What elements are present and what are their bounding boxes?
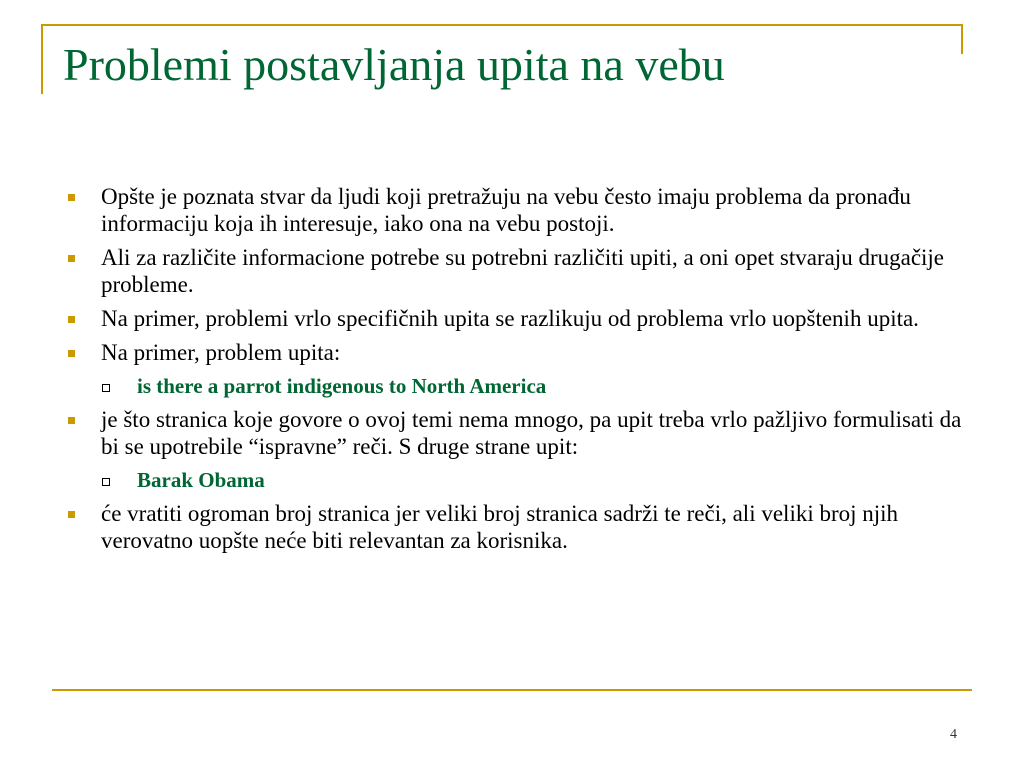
square-bullet-icon — [68, 194, 75, 201]
sub-bullet-item — [64, 467, 964, 494]
query-example-text: is there a parrot indigenous to North America — [137, 374, 547, 398]
bullet-text: Opšte je poznata stvar da ljudi koji pretražuju na vebu često imaju problema da pronađu informaciju koja ih interesuje, iako ona na vebu postoji. — [101, 184, 911, 236]
bullet-text: će vratiti ogroman broj stranica jer veliki broj stranica sadrži te reči, ali veliki broj njih verovatno uopšte neće biti relevantan za korisnika. — [101, 501, 899, 553]
bullet-text: Na primer, problemi vrlo specifičnih upita se razlikuju od problema vrlo uopštenih upita. — [101, 306, 919, 331]
bullet-item — [64, 305, 964, 332]
bullet-item — [64, 183, 964, 237]
square-bullet-icon — [68, 417, 75, 424]
bullet-text: Na primer, problem upita: — [101, 340, 341, 365]
hollow-square-bullet-icon — [102, 478, 110, 486]
bullet-text: Ali za različite informacione potrebe su potrebni različiti upiti, a oni opet stvaraju drugačije probleme. — [101, 245, 945, 297]
bullet-item — [64, 406, 964, 460]
footer-rule — [52, 689, 972, 691]
bullet-text: je što stranica koje govore o ovoj temi nema mnogo, pa upit treba vrlo pažljivo formulisati da bi se upotrebile “ispravne” reči. S druge strane upit: — [101, 407, 962, 459]
frame-left-rule — [41, 24, 43, 94]
frame-right-rule — [961, 24, 963, 54]
slide-title: Problemi postavljanja upita na vebu — [63, 39, 725, 90]
bullet-item — [64, 500, 964, 554]
square-bullet-icon — [68, 511, 75, 518]
bullet-list — [64, 183, 964, 561]
sub-bullet-item — [64, 373, 964, 400]
square-bullet-icon — [68, 350, 75, 357]
square-bullet-icon — [68, 316, 75, 323]
bullet-item — [64, 244, 964, 298]
hollow-square-bullet-icon — [102, 384, 110, 392]
frame-top-rule — [41, 24, 963, 26]
square-bullet-icon — [68, 255, 75, 262]
page-number: 4 — [950, 727, 957, 742]
bullet-item — [64, 339, 964, 366]
query-example-text: Barak Obama — [137, 468, 265, 492]
